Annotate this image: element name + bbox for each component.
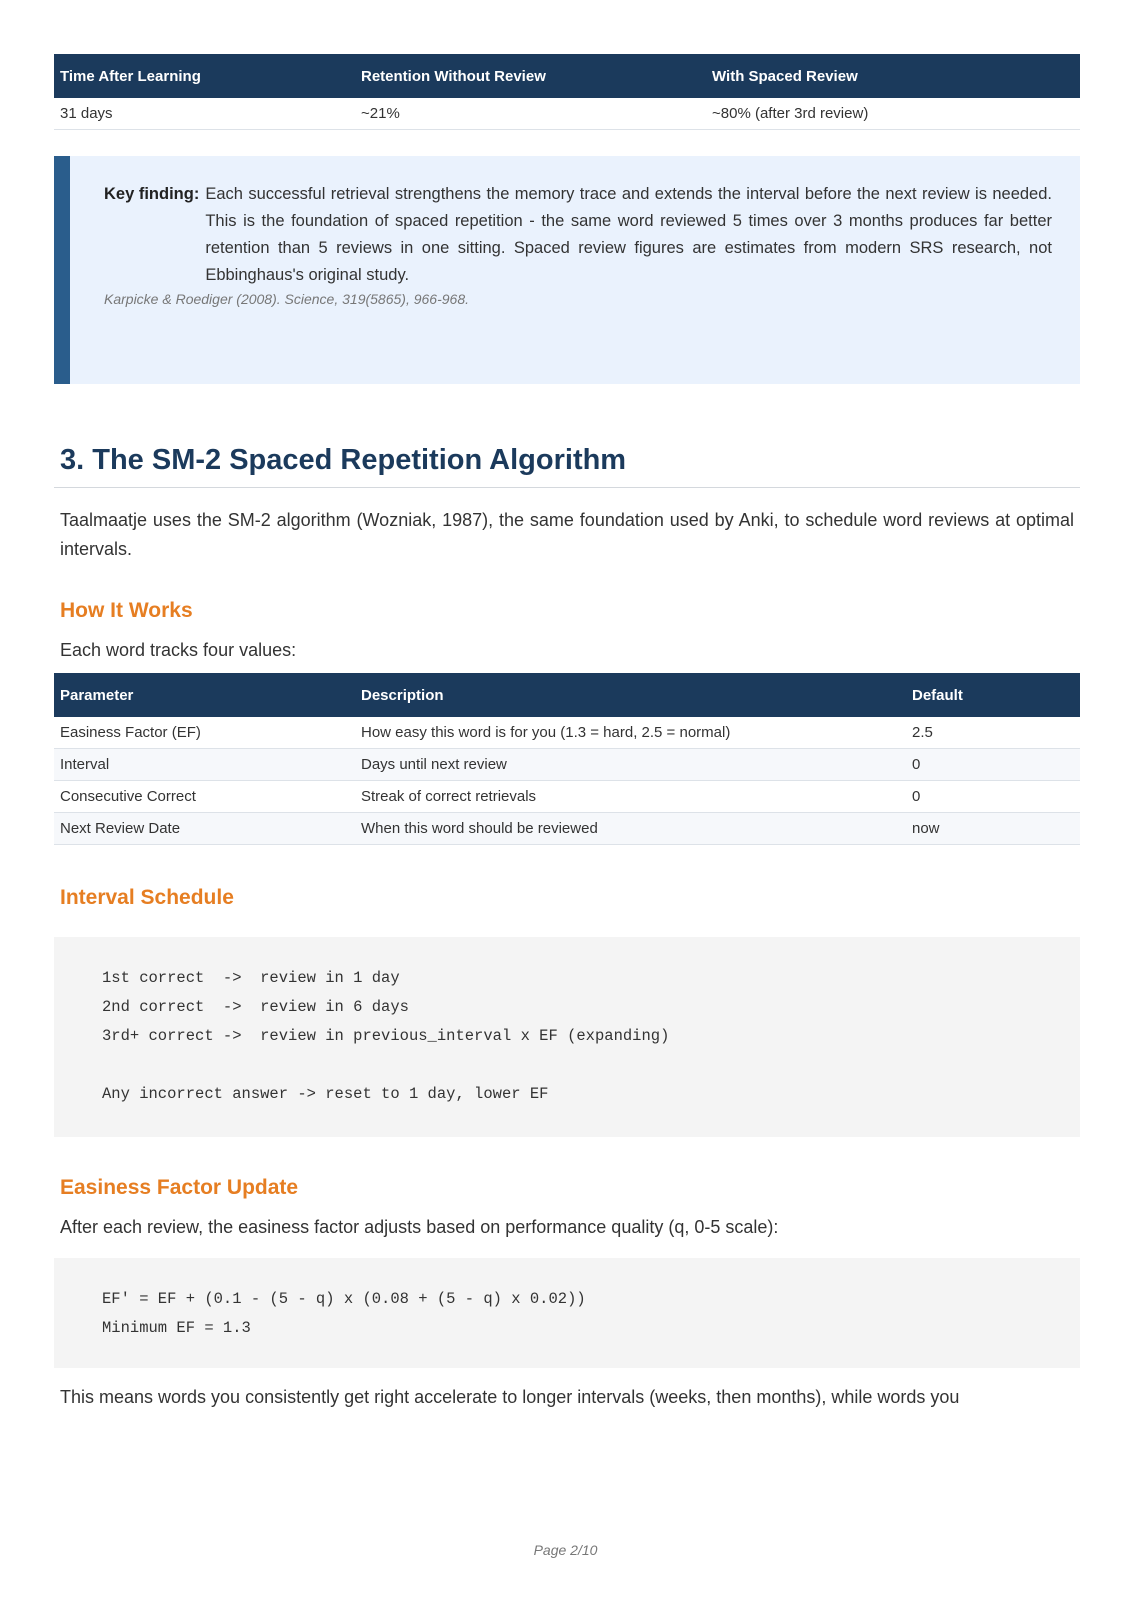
table-cell: Streak of correct retrievals bbox=[355, 781, 906, 813]
key-finding-text: Each successful retrieval strengthens the memory trace and extends the interval before the next review is needed. This is the foundation of spaced repetition - the same word reviewed 5 times over 3 months produces far better retention than 5 reviews in one sitting. Spaced review figures are estimates from modern SRS research, not Ebbinghaus's original study. bbox=[205, 185, 1052, 284]
table-row bbox=[54, 98, 1080, 130]
parameter-table bbox=[54, 673, 1080, 845]
section-title: 3. The SM-2 Spaced Repetition Algorithm bbox=[54, 442, 1080, 488]
table-cell: When this word should be reviewed bbox=[355, 813, 906, 845]
section-intro: Taalmaatje uses the SM-2 algorithm (Wozniak, 1987), the same foundation used by Anki, to schedule word reviews at optimal intervals. bbox=[60, 510, 1074, 559]
table-row bbox=[54, 717, 1080, 749]
citation: Karpicke & Roediger (2008). Science, 319(5865), 966-968. bbox=[104, 291, 469, 307]
table-row bbox=[54, 749, 1080, 781]
column-header: Parameter bbox=[54, 673, 355, 717]
code-line bbox=[102, 1051, 1032, 1080]
table-cell: Easiness Factor (EF) bbox=[54, 717, 355, 749]
table-cell: now bbox=[906, 813, 1080, 845]
key-finding-callout bbox=[54, 156, 1080, 384]
table-cell: Days until next review bbox=[355, 749, 906, 781]
ef-formula-code bbox=[54, 1258, 1080, 1368]
document-page bbox=[54, 54, 1080, 1412]
closing-paragraph: This means words you consistently get right accelerate to longer intervals (weeks, then months), while words you bbox=[60, 1387, 960, 1407]
table-cell: Consecutive Correct bbox=[54, 781, 355, 813]
table-cell: 2.5 bbox=[906, 717, 1080, 749]
column-header: Retention Without Review bbox=[355, 54, 706, 98]
table-cell: Next Review Date bbox=[54, 813, 355, 845]
table-header-row bbox=[54, 673, 1080, 717]
column-header: With Spaced Review bbox=[706, 54, 1080, 98]
column-header: Description bbox=[355, 673, 906, 717]
table-row bbox=[54, 813, 1080, 845]
code-line: Minimum EF = 1.3 bbox=[102, 1319, 251, 1337]
page-number: Page 2/10 bbox=[533, 1542, 598, 1558]
table-cell: 31 days bbox=[54, 98, 355, 130]
table-cell: How easy this word is for you (1.3 = hard, 2.5 = normal) bbox=[355, 717, 906, 749]
table-cell: 0 bbox=[906, 781, 1080, 813]
ef-update-text: After each review, the easiness factor adjusts based on performance quality (q, 0-5 scale): bbox=[60, 1217, 779, 1237]
code-line: 2nd correct -> review in 6 days bbox=[102, 998, 409, 1016]
table-cell: ~80% (after 3rd review) bbox=[706, 98, 1080, 130]
table-cell: Interval bbox=[54, 749, 355, 781]
interval-schedule-code bbox=[54, 937, 1080, 1137]
column-header: Default bbox=[906, 673, 1080, 717]
how-it-works-heading: How It Works bbox=[60, 599, 193, 622]
table-cell: ~21% bbox=[355, 98, 706, 130]
code-line: Any incorrect answer -> reset to 1 day, lower EF bbox=[102, 1085, 549, 1103]
how-it-works-text: Each word tracks four values: bbox=[60, 640, 297, 660]
code-line: 3rd+ correct -> review in previous_interval x EF (expanding) bbox=[102, 1027, 670, 1045]
table-cell: 0 bbox=[906, 749, 1080, 781]
ef-update-heading: Easiness Factor Update bbox=[60, 1176, 299, 1199]
code-line: 1st correct -> review in 1 day bbox=[102, 969, 400, 987]
table-header-row bbox=[54, 54, 1080, 98]
key-finding-label: Key finding: bbox=[104, 185, 200, 203]
column-header: Time After Learning bbox=[54, 54, 355, 98]
retention-table bbox=[54, 54, 1080, 130]
interval-schedule-heading: Interval Schedule bbox=[60, 886, 234, 909]
table-row bbox=[54, 781, 1080, 813]
key-finding bbox=[104, 181, 1052, 289]
callout-accent-bar bbox=[54, 156, 70, 384]
code-line: EF' = EF + (0.1 - (5 - q) x (0.08 + (5 - q) x 0.02)) bbox=[102, 1290, 586, 1308]
